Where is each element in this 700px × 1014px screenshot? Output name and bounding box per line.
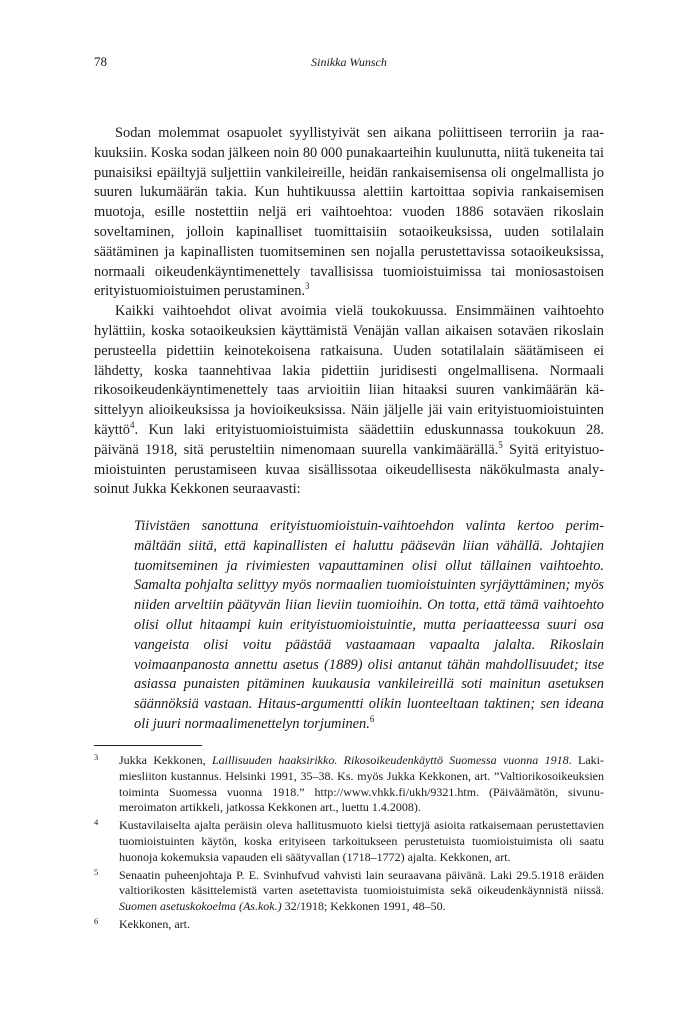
footnote-4: [94, 818, 604, 865]
footnote-text: Senaatin puheenjohtaja P. E. Svinhufvud vahvisti lain seuraavana päivänä. Laki 29.5.1918 eräiden valtiorikosten käsittelemistä varten asetettavista tuomioistuimista sekä oikeudenkäynnistä niissä.: [119, 867, 604, 898]
page-header: [94, 54, 604, 74]
block-quote: [134, 517, 604, 735]
paragraph-1-text: Sodan molemmat osapuolet syyllistyivät sen aikana poliittiseen terroriin ja raakuuksiin. Koska sodan jälkeen noin 80 000 punakaarteihin kuulunutta, niitä tukeneita tai punaisiksi epäiltyjä suljettiin vankileireille, heidän rankaisemisensa oli ongelmallista jo suuren lukumäärän takia. Kun huhtikuussa alettiin kartoittaa sopivia rankaisemisen muotoja, esille nostettiin neljä eri vaihtoehtoa: vuoden 1886 sotaväen rikoslain soveltaminen, jolloin kapinalliset tuomittaisiin sotaoikeuksissa, uuden sotilalain säätäminen ja kapinallisten tuomitseminen sen nojalla perustettavissa sotaoikeuksissa, normaali oikeudenkäyntimenettely tavallisissa tuomioistuimissa tai moniosastoisen erityistuomioistuimen perustaminen.: [94, 125, 604, 300]
footnote-number: 6: [94, 915, 99, 926]
footnote-5: [94, 868, 604, 915]
running-head-author: Sinikka Wunsch: [311, 55, 387, 69]
footnote-number: 4: [94, 817, 99, 828]
footnotes: [94, 753, 604, 935]
paragraph-2-text-b: . Kun laki erityistuomioistuimista säädettiin eduskunnassa toukokuun 28. päivänä 1918, sitä perusteltiin nimenomaan suurella vankimäärällä.: [94, 421, 604, 458]
footnote-ref-4[interactable]: 4: [129, 420, 135, 431]
footnote-ref-5[interactable]: 5: [498, 439, 503, 450]
footnote-title: Laillisuuden haaksirikko. Rikosoikeudenkäyttö Suomessa vuonna 1918: [212, 753, 569, 767]
paragraph-2-text-a: Kaikki vaihtoehdot olivat avoimia vielä toukokuussa. Ensimmäinen vaihtoehto hylättiin, koska sotaoikeuksien käyttämistä Venäjän vallan aikaisen sotaväen rikoslain perusteella pidettiin keinotekoisena ratkaisuna. Uuden sotatilalain säätämiseen ei lähdetty, koska taannehtivaa lakia pidettiin juridisesti ongelmallisena. Normaali rikosoikeudenkäyntimenettely taas arvioitiin liian hitaaksi suuren vankimäärän käsittelyyn alioikeuksissa ja hovioikeuksissa. Näin jäljelle jäi vain erityistuomioistuinten käyttö: [94, 303, 604, 438]
footnote-text: Kustavilaiselta ajalta peräisin oleva hallitusmuoto kielsi tiettyjä asioita ratkaisemaan perustettavien tuomioistuinten käytön, koska erityiseen tarkoitukseen perustetuista tuomioistuimista oli saatu huonoja kokemuksia vapauden eli säätyvallan (1718–1772) ajalta. Kekkonen, art.: [119, 818, 604, 864]
footnote-number: 3: [94, 752, 99, 762]
footnote-3: [94, 753, 604, 816]
footnote-ref-6[interactable]: 6: [369, 714, 375, 725]
paragraph-1: [94, 124, 604, 302]
paragraph-2: [94, 302, 604, 500]
footnote-title: Suomen asetuskokoelma (As.kok.): [119, 899, 282, 914]
footnote-number: 5: [94, 866, 99, 877]
footnote-separator: [94, 745, 202, 746]
footnote-text: 32/1918; Kekkonen 1991, 48–50.: [281, 899, 446, 914]
footnote-text: . Lakimiesliiton kustannus. Helsinki 1991, 35–38. Ks. myös Jukka Kekkonen, art. ”Valtiorikosoikeuksien toiminta Suomessa vuonna 1918.” http://www.vhkk.fi/ukh/9321.htm. (Päiväämätön, sivunumeroimaton artikkeli, jatkossa Kekkonen art., luettu 1.4.2008).: [119, 753, 604, 815]
paragraph-2-text-c: Syitä erityistuomioistuinten perustamiseen kuvaa sisällissotaa oikeudellisesta näkökulmasta analysoinut Jukka Kekkonen seuraavasti:: [94, 441, 604, 498]
page-number: 78: [94, 54, 107, 69]
footnote-ref-3[interactable]: 3: [305, 281, 310, 292]
footnote-text: Kekkonen, art.: [119, 916, 190, 931]
footnote-6: [94, 917, 604, 933]
body-text: [94, 124, 604, 500]
footnote-text: Jukka Kekkonen,: [119, 753, 212, 767]
block-quote-text: Tiivistäen sanottuna erityistuomioistuin-vaihtoehdon valinta kertoo perimmältään siitä, että kapinallisten ei haluttu pääsevän liian vähällä. Johtajien tuomitseminen ja rivimiesten vapauttaminen olisi ollut tällainen vaihtoehto. Samalta pohjalta selittyy myös normaalien tuomioistuinten syrjäyttäminen; myös niiden arveltiin päätyvän liian lieviin tuomioihin. On totta, että tämä vaihtoehto olisi ollut hitaampi kuin erityistuomioistuintie, mutta periaatteessa suuri osa vangeista olisi voitu päästää vastaamaan vapaalta jalalta. Rikoslain voimaanpanosta annettu asetus (1889) olisi antanut tähän mahdollisuudet; itse asiassa punaisten pitäminen kuukausia vankileireillä soti mainitun asetuksen säännöksiä vastaan. Hitaus-argumentti olikin luonteeltaan taktinen; sen ideana oli juuri normaalimenettelyn torjuminen.: [134, 518, 604, 732]
